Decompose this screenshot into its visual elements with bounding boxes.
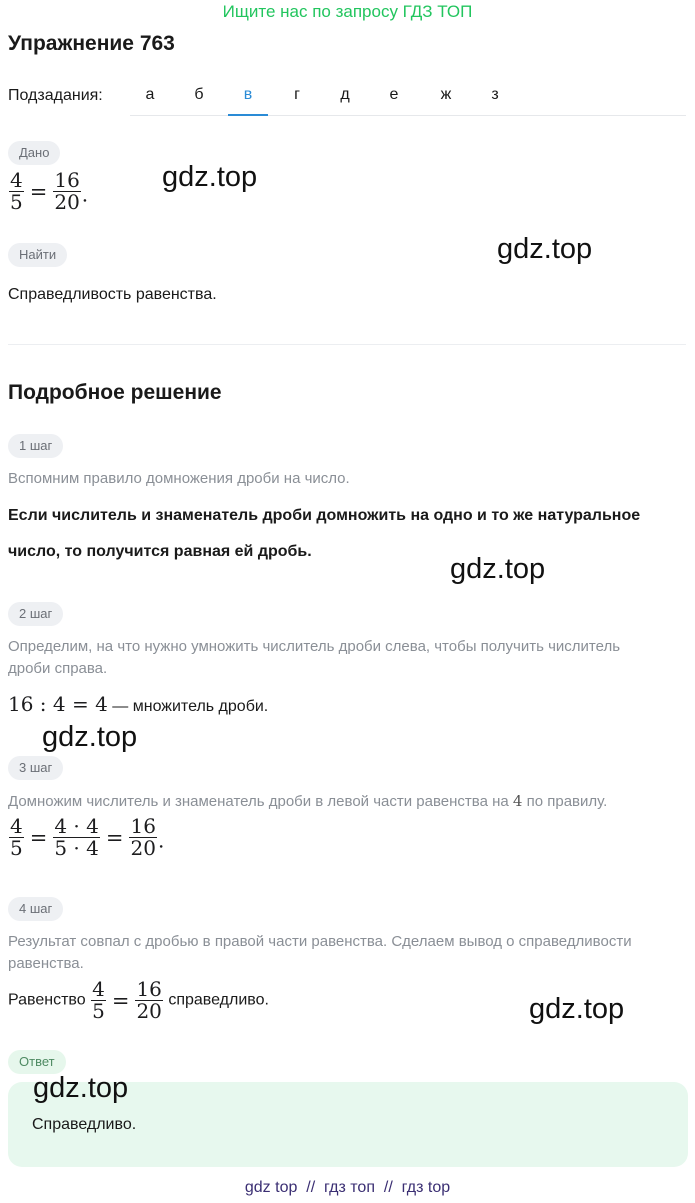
step4-post: справедливо. xyxy=(168,991,269,1009)
equals-sign: = xyxy=(29,179,48,204)
step4-gray-line2: равенства. xyxy=(8,955,84,972)
step4-pre: Равенство xyxy=(8,991,86,1009)
equals-sign: = xyxy=(29,825,48,850)
period: . xyxy=(157,828,165,853)
step2-text: — множитель дроби. xyxy=(112,698,269,715)
watermark: gdz.top xyxy=(450,553,546,585)
answer-text: Справедливо. xyxy=(32,1116,137,1133)
watermark: gdz.top xyxy=(529,993,625,1025)
step2-expression xyxy=(8,692,268,716)
tabs-underline xyxy=(130,115,686,116)
watermark: gdz.top xyxy=(497,233,593,265)
step2-gray-line2: дроби справа. xyxy=(8,660,108,677)
step4-conclusion xyxy=(8,979,269,1022)
step4-gray-line1: Результат совпал с дробью в правой части равенства. Сделаем вывод о справедливости xyxy=(8,933,632,950)
step1-rule-line2: число, то получится равная ей дробь. xyxy=(8,543,312,560)
watermark: gdz.top xyxy=(162,161,258,193)
step3-chip: 3 шаг xyxy=(8,756,63,780)
step3-equation xyxy=(8,816,164,859)
divider xyxy=(8,344,686,345)
tab-e[interactable]: е xyxy=(389,86,399,103)
fraction: $\frac{16}{20}$ xyxy=(54,168,80,214)
step3-gray-text: Домножим числитель и знаменатель дроби в левой части равенства на 4 по правилу. xyxy=(8,792,608,810)
tab-a[interactable]: а xyxy=(145,86,155,103)
step1-chip: 1 шаг xyxy=(8,434,63,458)
watermark: gdz.top xyxy=(33,1072,129,1104)
given-chip: Дано xyxy=(8,141,60,165)
tab-d[interactable]: д xyxy=(340,86,350,103)
step2-math: 16 : 4 = 4 xyxy=(8,692,108,716)
tab-v[interactable]: в xyxy=(228,86,268,116)
fraction: $\frac{4}{5}$ xyxy=(92,977,105,1023)
fraction: $\frac{4 \cdot 4}{5 \cdot 4}$ xyxy=(54,814,99,860)
step2-chip: 2 шаг xyxy=(8,602,63,626)
step1-rule-line1: Если числитель и знаменатель дроби домножить на одно и то же натуральное xyxy=(8,507,641,524)
equals-sign: = xyxy=(111,988,130,1013)
answer-chip: Ответ xyxy=(8,1050,66,1074)
period: . xyxy=(81,182,89,207)
subtasks-label: Подзадания: xyxy=(8,87,103,104)
find-chip: Найти xyxy=(8,243,67,267)
find-text: Справедливость равенства. xyxy=(8,286,217,303)
given-equation xyxy=(8,170,88,213)
page-title: Упражнение 763 xyxy=(8,32,175,55)
footer-links[interactable]: gdz top // гдз топ // гдз top xyxy=(244,1179,451,1196)
step4-chip: 4 шаг xyxy=(8,897,63,921)
equals-sign: = xyxy=(105,825,124,850)
fraction: $\frac{16}{20}$ xyxy=(130,814,156,860)
solution-heading: Подробное решение xyxy=(8,381,222,404)
tab-zh[interactable]: ж xyxy=(440,86,452,103)
tab-g[interactable]: г xyxy=(294,86,300,103)
fraction: $\frac{16}{20}$ xyxy=(136,977,162,1023)
top-banner[interactable]: Ищите нас по запросу ГДЗ ТОП xyxy=(222,2,473,21)
fraction: $\frac{4}{5}$ xyxy=(10,814,23,860)
tab-z[interactable]: з xyxy=(491,86,499,103)
step2-gray-line1: Определим, на что нужно умножить числитель дроби слева, чтобы получить числитель xyxy=(8,638,621,655)
watermark: gdz.top xyxy=(42,721,138,753)
step1-gray-text: Вспомним правило домножения дроби на число. xyxy=(8,470,350,487)
fraction: $\frac{4}{5}$ xyxy=(10,168,23,214)
tab-b[interactable]: б xyxy=(194,86,204,103)
